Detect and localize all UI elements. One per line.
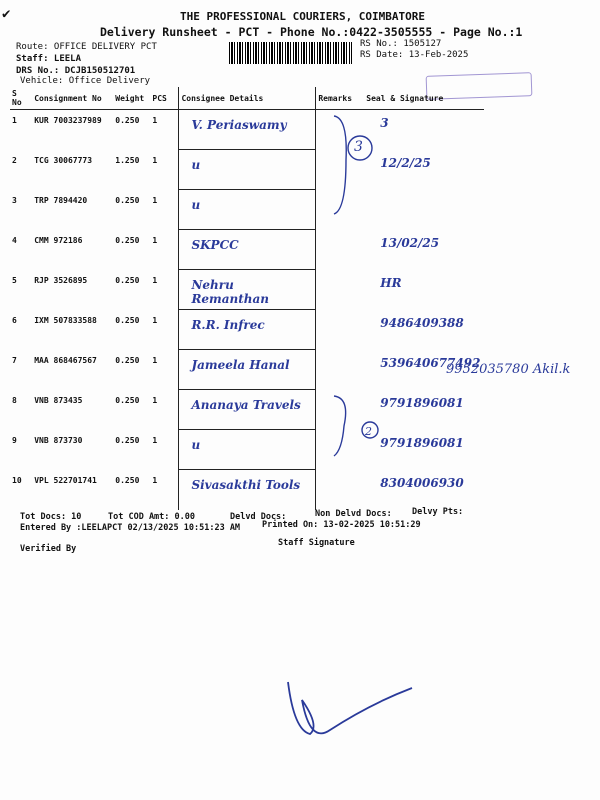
col-consignee: Consignee Details	[179, 87, 316, 110]
row7-extra-signature: 9952035780 Akil.k	[446, 362, 571, 377]
row-sno: 10	[12, 476, 22, 485]
seal-handwriting: 3	[380, 116, 389, 130]
table-row	[10, 470, 484, 510]
row-pcs: 1	[152, 476, 158, 485]
row-sno: 8	[12, 396, 17, 405]
row-sno: 3	[12, 196, 17, 205]
row-consignee	[179, 350, 316, 390]
col-seal: Seal & Signature	[364, 87, 484, 110]
rs-number: RS No.: 1505127	[360, 39, 442, 49]
table-row	[10, 390, 484, 430]
row-weight: 0.250	[115, 236, 140, 245]
seal-handwriting: 9791896081	[380, 436, 464, 450]
drs-number: DRS No.: DCJB150512701	[16, 66, 136, 76]
seal-handwriting: 12/2/25	[380, 156, 431, 170]
rs-date: RS Date: 13-Feb-2025	[360, 50, 469, 60]
row-weight: 0.250	[115, 196, 140, 205]
staff-signature-scribble	[280, 670, 420, 750]
seal-handwriting: 539640677492	[380, 356, 481, 370]
handwritten-mark-three: 3	[354, 139, 363, 155]
table-row	[10, 110, 484, 151]
row-weight: 0.250	[115, 396, 140, 405]
consignee-handwriting: u	[191, 158, 201, 172]
table-row	[10, 310, 484, 350]
row-consignee	[179, 190, 316, 230]
row-seal-signature	[364, 310, 484, 350]
row-sno: 7	[12, 356, 17, 365]
row-sno: 9	[12, 436, 17, 445]
row-consignment-no: CMM 972186	[34, 236, 83, 245]
row-weight: 1.250	[115, 156, 140, 165]
printed-on: Printed On: 13-02-2025 10:51:29	[262, 520, 421, 530]
vehicle-label: Vehicle: Office Delivery	[20, 76, 151, 86]
table-row	[10, 190, 484, 230]
row-weight: 0.250	[115, 476, 140, 485]
table-row	[10, 230, 484, 270]
table-row	[10, 430, 484, 470]
table-row	[10, 270, 484, 310]
row-pcs: 1	[152, 316, 158, 325]
row-weight: 0.250	[115, 116, 140, 125]
row-sno: 2	[12, 156, 17, 165]
barcode-image	[229, 42, 352, 64]
row-seal-signature	[364, 230, 484, 270]
delivery-points: Delvy Pts:	[412, 507, 464, 517]
non-delivered-docs: Non Delvd Docs:	[315, 509, 392, 519]
col-sno: S No	[10, 87, 32, 110]
col-consignment: Consignment No	[32, 87, 113, 110]
row-consignment-no: RJP 3526895	[34, 276, 88, 285]
row-remarks	[316, 270, 364, 310]
row-remarks	[316, 230, 364, 270]
seal-handwriting: 9791896081	[380, 396, 464, 410]
row-seal-signature	[364, 270, 484, 310]
staff-label: Staff: LEELA	[16, 54, 82, 64]
row-pcs: 1	[152, 196, 158, 205]
col-weight: Weight	[113, 87, 150, 110]
consignee-handwriting: u	[191, 438, 201, 452]
row-consignee	[179, 430, 316, 470]
corner-mark: ✔	[2, 6, 11, 22]
col-pcs: PCS	[150, 87, 179, 110]
row-consignment-no: VPL 522701741	[34, 476, 97, 485]
row-weight: 0.250	[115, 276, 140, 285]
row-pcs: 1	[152, 396, 158, 405]
row-sno: 4	[12, 236, 17, 245]
row-pcs: 1	[152, 156, 158, 165]
row-pcs: 1	[152, 276, 158, 285]
company-title: THE PROFESSIONAL COURIERS, COIMBATORE	[180, 10, 426, 23]
row-pcs: 1	[152, 236, 158, 245]
consignee-handwriting: SKPCC	[191, 238, 239, 252]
consignee-handwriting: Nehru Remanthan	[191, 278, 270, 306]
bracket-rows-8-9	[330, 390, 390, 470]
row-consignee	[179, 470, 316, 510]
row-consignee	[179, 270, 316, 310]
consignee-handwriting: V. Periaswamy	[191, 118, 287, 132]
total-cod: Tot COD Amt: 0.00	[108, 512, 195, 522]
seal-handwriting: 9486409388	[380, 316, 464, 330]
consignee-handwriting: Jameela Hanal	[191, 358, 290, 372]
row-consignee	[179, 390, 316, 430]
row-consignment-no: KUR 7003237989	[34, 116, 102, 125]
row-weight: 0.250	[115, 356, 140, 365]
verified-by: Verified By	[20, 544, 77, 554]
entered-by: Entered By :LEELAPCT 02/13/2025 10:51:23 AM	[20, 523, 241, 533]
consignee-handwriting: R.R. Infrec	[191, 318, 265, 332]
seal-handwriting: HR	[380, 276, 402, 290]
row-sno: 5	[12, 276, 17, 285]
row-remarks	[316, 470, 364, 510]
seal-handwriting: 13/02/25	[380, 236, 440, 250]
row-weight: 0.250	[115, 436, 140, 445]
runsheet-title: Delivery Runsheet - PCT - Phone No.:0422-3505555 - Page No.:1	[100, 25, 523, 39]
row-pcs: 1	[152, 436, 158, 445]
row-consignee	[179, 110, 316, 151]
consignee-handwriting: u	[191, 198, 201, 212]
handwritten-mark-two: 2	[365, 425, 372, 438]
bracket-rows-1-3	[330, 110, 390, 220]
consignee-handwriting: Ananaya Travels	[191, 398, 301, 412]
row-consignment-no: VNB 873730	[34, 436, 83, 445]
row-consignee	[179, 310, 316, 350]
row-pcs: 1	[152, 116, 158, 125]
row-sno: 1	[12, 116, 17, 125]
row-consignment-no: VNB 873435	[34, 396, 83, 405]
row-consignment-no: MAA 868467567	[34, 356, 97, 365]
table-row	[10, 150, 484, 190]
row-consignment-no: IXM 507833588	[34, 316, 97, 325]
row-consignment-no: TCG 30067773	[34, 156, 93, 165]
total-docs: Tot Docs: 10	[20, 512, 82, 522]
row-weight: 0.250	[115, 316, 140, 325]
delivered-docs: Delvd Docs:	[230, 512, 287, 522]
row-seal-signature	[364, 470, 484, 510]
row-consignee	[179, 230, 316, 270]
consignee-handwriting: Sivasakthi Tools	[191, 478, 301, 492]
runsheet-table	[10, 87, 484, 510]
col-remarks: Remarks	[316, 87, 364, 110]
row-consignment-no: TRP 7894420	[34, 196, 88, 205]
table-row	[10, 350, 484, 390]
row-remarks	[316, 350, 364, 390]
row-pcs: 1	[152, 356, 158, 365]
table-header-row	[10, 87, 484, 110]
route-label: Route: OFFICE DELIVERY PCT	[16, 42, 157, 52]
row-consignee	[179, 150, 316, 190]
row-sno: 6	[12, 316, 17, 325]
staff-signature-label: Staff Signature	[278, 538, 355, 548]
row-remarks	[316, 310, 364, 350]
seal-handwriting: 8304006930	[380, 476, 464, 490]
